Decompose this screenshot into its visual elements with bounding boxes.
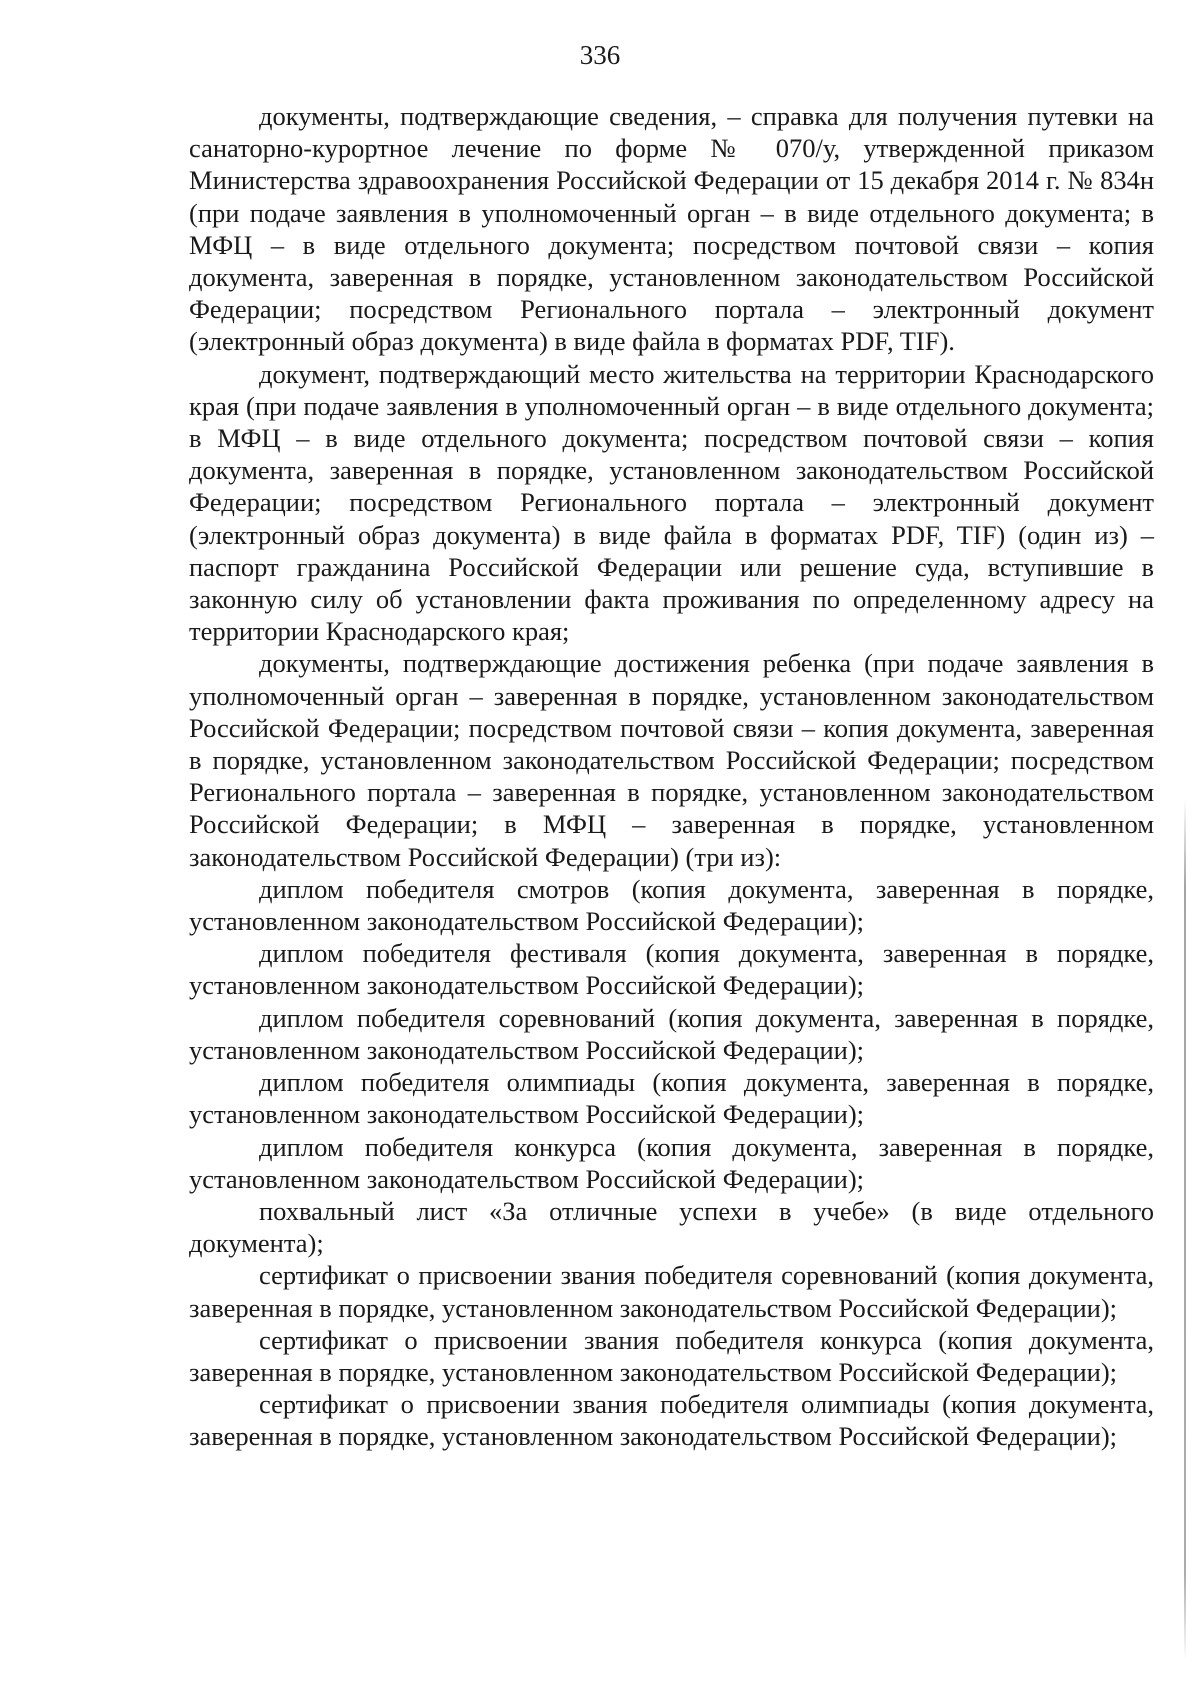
list-item-competition-diploma: диплом победителя соревнований (копия документа, заверенная в порядке, установленном законодательством Российской Федерации); — [189, 1002, 1154, 1065]
list-item-competition-certificate: сертификат о присвоении звания победителя соревнований (копия документа, заверенная в порядке, установленном законодательством Российской Федерации); — [189, 1260, 1154, 1323]
list-item-certificate-of-merit: похвальный лист «За отличные успехи в учебе» (в виде отдельного документа); — [189, 1195, 1154, 1259]
paragraph-achievement-documents: документы, подтверждающие достижения ребенка (при подаче заявления в уполномоченный орган – заверенная в порядке, установленном законодательством Российской Федерации; посредством почтовой связи – копия документа, заверенная в порядке, установленном законодательством Российской Федерации; посредством Регионального портала – заверенная в порядке, установленном законодательством Российской Федерации; в МФЦ – заверенная в порядке, установленном законодательством Российской Федерации) (три из): — [189, 648, 1154, 872]
list-item-olympiad-diploma: диплом победителя олимпиады (копия документа, заверенная в порядке, установленном законодательством Российской Федерации); — [189, 1067, 1154, 1130]
list-item-contest-certificate: сертификат о присвоении звания победителя конкурса (копия документа, заверенная в порядке, установленном законодательством Российской Федерации); — [189, 1324, 1154, 1387]
list-item-festival-diploma: диплом победителя фестиваля (копия документа, заверенная в порядке, установленном законодательством Российской Федерации); — [189, 938, 1154, 1001]
paragraph-medical-certificate: документы, подтверждающие сведения, – справка для получения путевки на санаторно-курортное лечение по форме № 070/у, утвержденной приказом Министерства здравоохранения Российской Федерации от 15 декабря 2014 г. № 834н (при подаче заявления в уполномоченный орган – в виде отдельного документа; в МФЦ – в виде отдельного документа; посредством почтовой связи – копия документа, заверенная в порядке, установленном законодательством Российской Федерации; посредством Регионального портала – электронный документ (электронный образ документа) в виде файла в форматах PDF, TIF). — [189, 101, 1154, 357]
page-number: 336 — [579, 40, 621, 70]
list-item-olympiad-certificate: сертификат о присвоении звания победителя олимпиады (копия документа, заверенная в порядке, установленном законодательством Российской Федерации); — [189, 1389, 1154, 1452]
scan-edge-line — [1184, 800, 1186, 1660]
list-item-review-diploma: диплом победителя смотров (копия документа, заверенная в порядке, установленном законодательством Российской Федерации); — [189, 873, 1154, 937]
paragraph-residence-document: документ, подтверждающий место жительства на территории Краснодарского края (при подаче заявления в уполномоченный орган – в виде отдельного документа; в МФЦ – в виде отдельного документа; посредством почтовой связи – копия документа, заверенная в порядке, установленном законодательством Российской Федерации; посредством Регионального портала – электронный документ (электронный образ документа) в виде файла в форматах PDF, TIF) (один из) – паспорт гражданина Российской Федерации или решение суда, вступившие в законную силу об установлении факта проживания по определенному адресу на территории Краснодарского края; — [189, 358, 1154, 647]
list-item-contest-diploma: диплом победителя конкурса (копия документа, заверенная в порядке, установленном законодательством Российской Федерации); — [189, 1131, 1154, 1194]
document-body — [189, 100, 1154, 1453]
